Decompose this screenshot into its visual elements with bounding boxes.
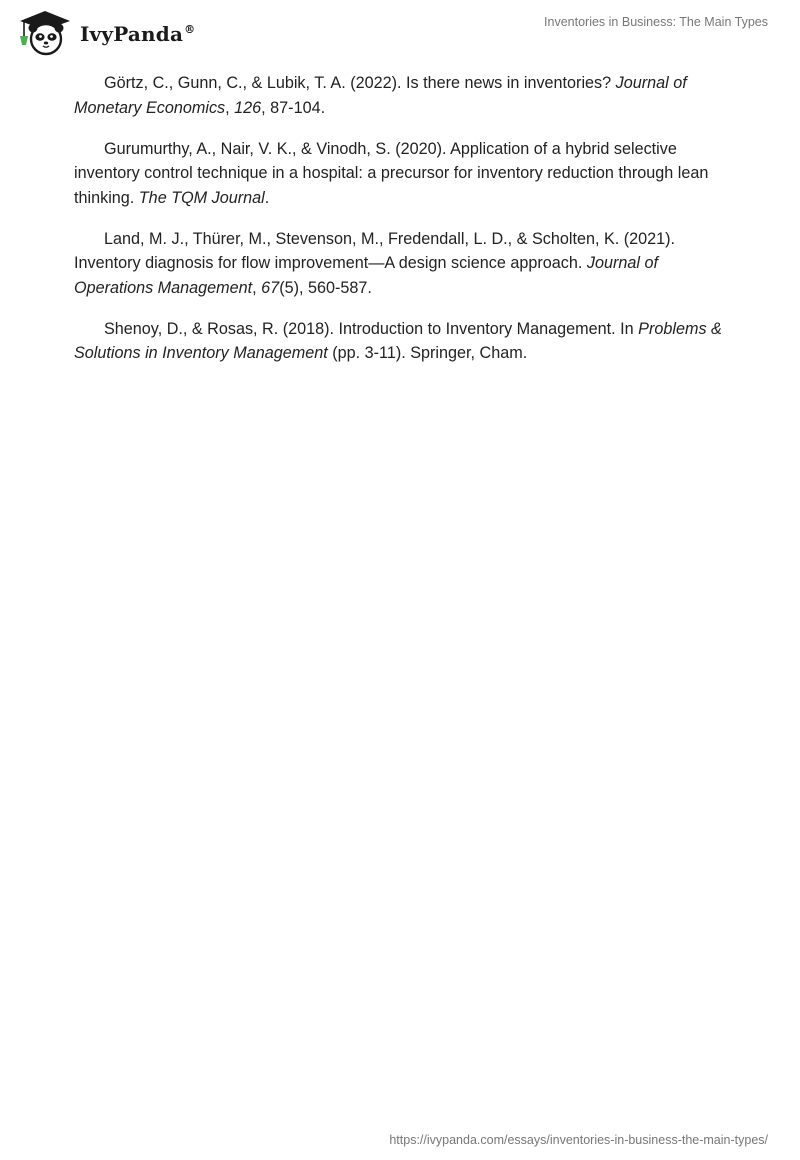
source-url-link[interactable]: https://ivypanda.com/essays/inventories-in-business-the-main-types/: [389, 1133, 768, 1147]
registered-mark: ®: [184, 23, 196, 37]
reference-entry: Land, M. J., Thürer, M., Stevenson, M., Fredendall, L. D., & Scholten, K. (2021). Inventory diagnosis for flow improvement—A design science approach. Journal of Operations Management, 67(5), 560-587.: [74, 229, 676, 297]
document-title: Inventories in Business: The Main Types: [544, 15, 768, 29]
reference-entry: Görtz, C., Gunn, C., & Lubik, T. A. (2022). Is there news in inventories? Journal of Monetary Economics, 126, 87-104.: [74, 74, 687, 117]
reference-entry: Gurumurthy, A., Nair, V. K., & Vinodh, S. (2020). Application of a hybrid selective inventory control technique in a hospital: a precursor for inventory reduction through lean thinking. The TQM Journal.: [74, 139, 709, 207]
panda-graduate-icon: [16, 8, 74, 56]
brand-name: IvyPanda®: [80, 22, 196, 46]
page-header: [0, 0, 800, 60]
brand-logo[interactable]: [16, 8, 195, 56]
reference-entry: Shenoy, D., & Rosas, R. (2018). Introduction to Inventory Management. In Problems & Solutions in Inventory Management (pp. 3-11). Springer, Cham.: [74, 319, 722, 362]
reference-list: [74, 71, 724, 382]
